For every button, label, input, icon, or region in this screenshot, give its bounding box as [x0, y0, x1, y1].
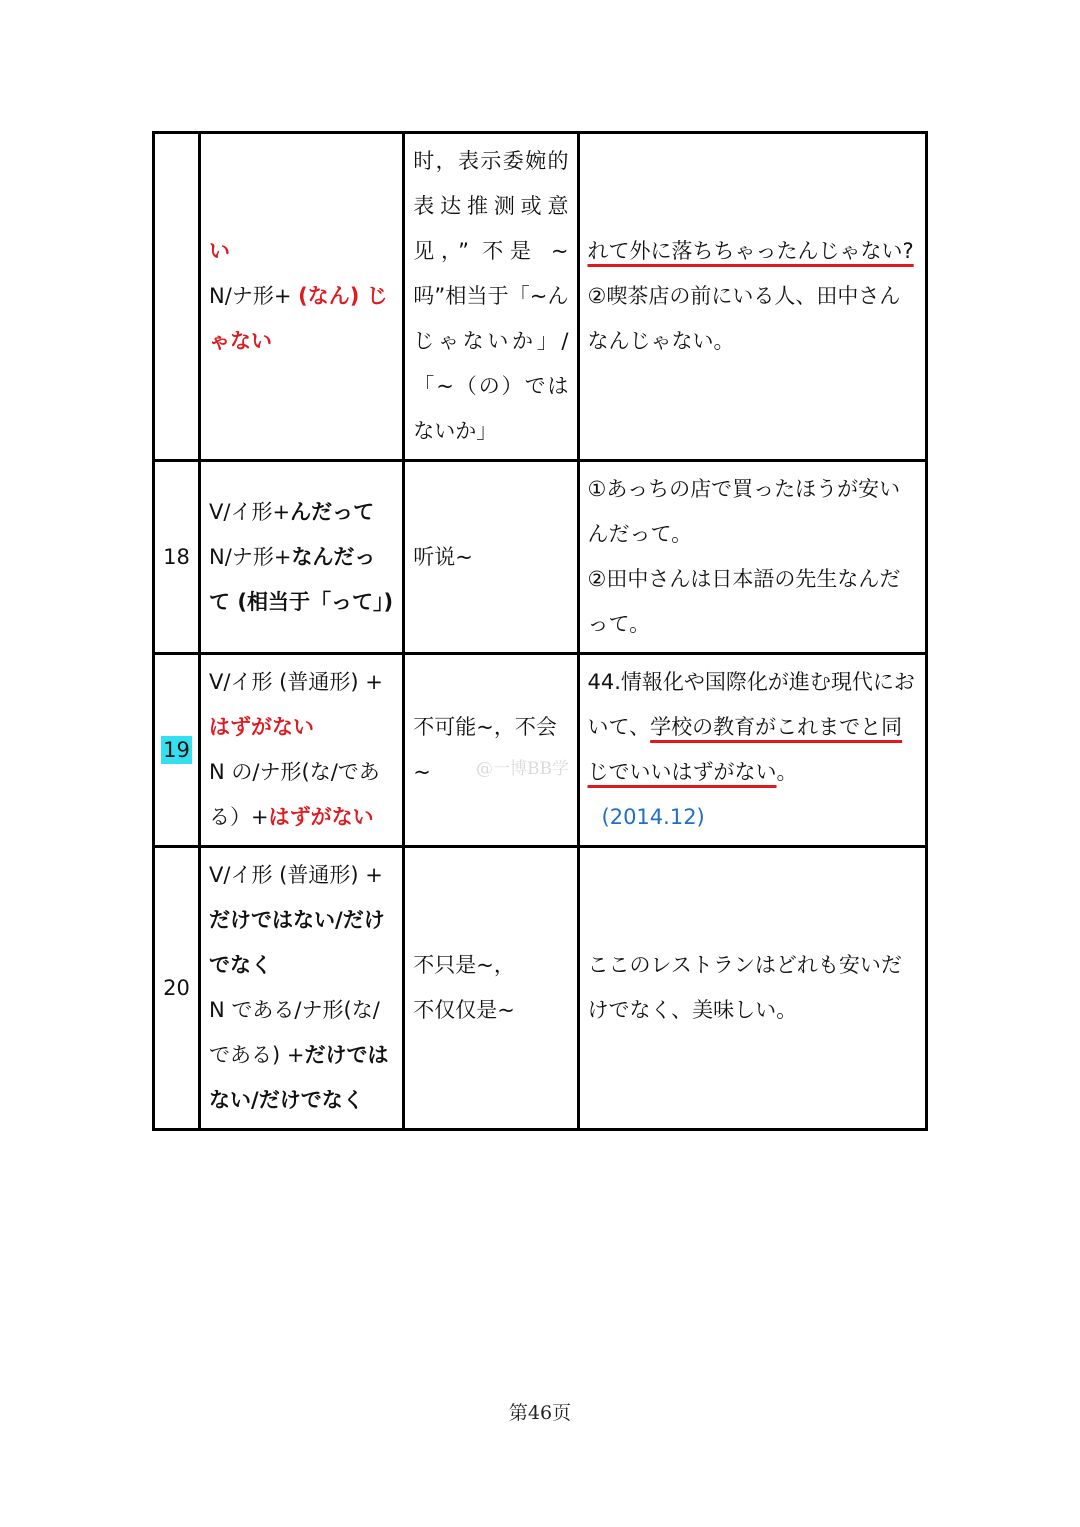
table-row-19 [154, 654, 927, 847]
row-number [154, 654, 200, 847]
row-number: 20 [154, 847, 200, 1130]
grammar-example: ここのレストランはどれも安いだけでなく、美味しい。 [578, 847, 926, 1130]
row-number-highlight: 19 [163, 737, 190, 762]
grammar-meaning: 听说~ [404, 461, 578, 654]
row-number [154, 133, 200, 461]
table-row-18 [154, 461, 927, 654]
grammar-form: V/イ形 (普通形) + はずがない N の/ナ形(な/であ る）+はずがない [200, 654, 404, 847]
watermark: @一博BB学 [476, 759, 569, 779]
grammar-table [152, 131, 928, 1131]
grammar-example: れて外に落ちちゃったんじゃない? ②喫茶店の前にいる人、田中さんなんじゃない。 [578, 133, 926, 461]
grammar-form: V/イ形+んだって N/ナ形+なんだっ て (相当于「って」) [200, 461, 404, 654]
grammar-example: ①あっちの店で買ったほうが安いんだって。 ②田中さんは日本語の先生なんだって。 [578, 461, 926, 654]
page-number: 第46页 [508, 1402, 572, 1424]
grammar-example: 44.情報化や国際化が進む現代において、学校の教育がこれまでと同じでいいはずがない。 (2014.12) [578, 654, 926, 847]
grammar-meaning: 不只是~， 不仅仅是~ [404, 847, 578, 1130]
grammar-form: V/イ形 (普通形) + だけではない/だけでなく N である/ナ形(な/である) +だけではない/だけでなく [200, 847, 404, 1130]
grammar-meaning: 不可能~，不会~ [404, 654, 578, 847]
grammar-meaning: 时，表示委婉的表达推测或意见，” 不是 ~ 吗”相当于「~んじゃないか」/「~（の）ではないか」 [404, 133, 578, 461]
table-row-continued [154, 133, 927, 461]
table-row-20 [154, 847, 927, 1130]
grammar-form: い N/ナ形+ (なん) じ ゃない [200, 133, 404, 461]
row-number: 18 [154, 461, 200, 654]
